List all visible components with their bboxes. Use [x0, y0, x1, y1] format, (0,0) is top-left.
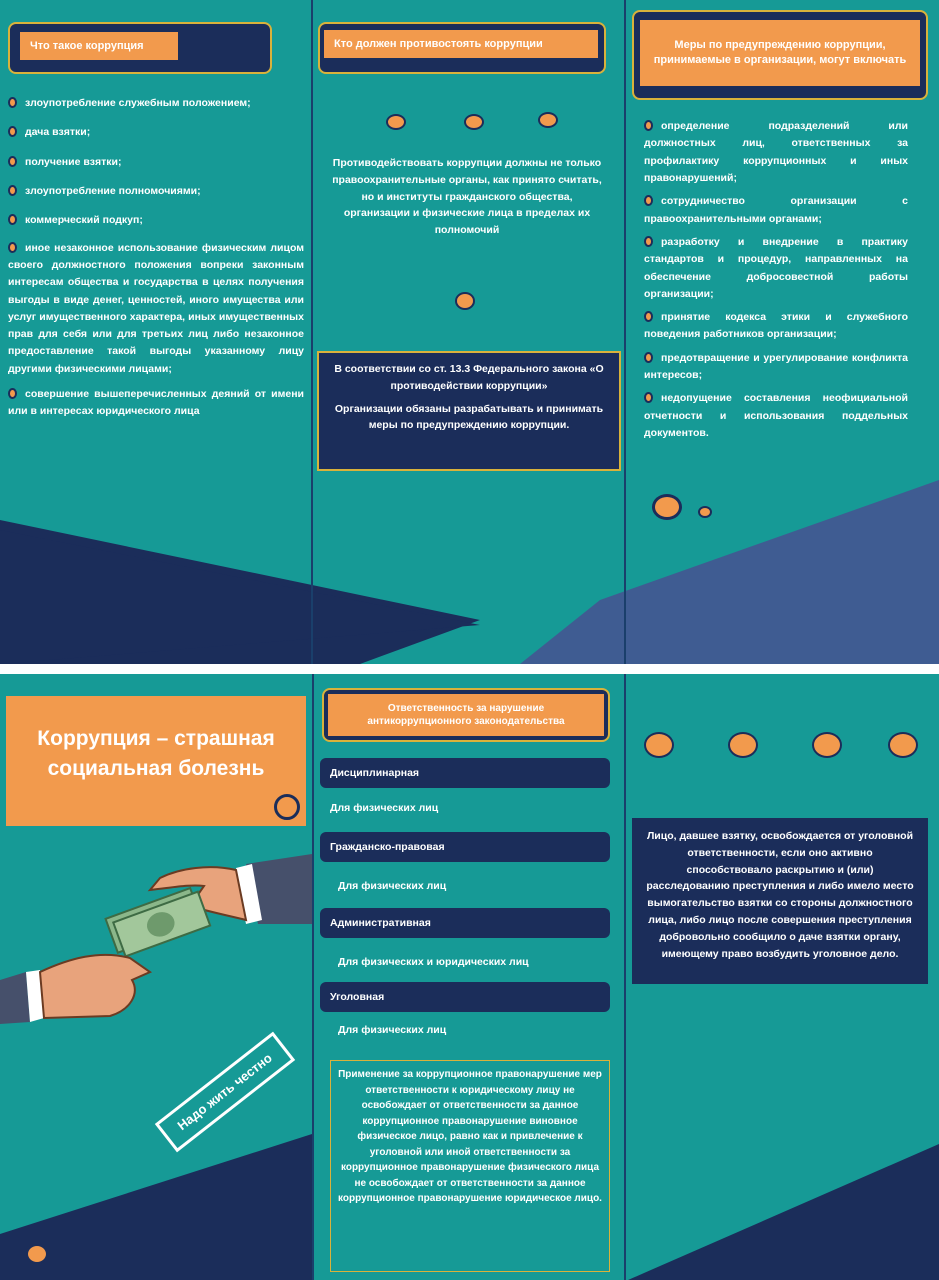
- header-label: Что такое коррупция: [20, 32, 178, 60]
- law-article-box: [317, 351, 621, 471]
- list-item: предотвращение и урегулирование конфликта интересов;: [644, 351, 908, 382]
- law-article-text: В соответствии со ст. 13.3 Федерального закона «О противодействии коррупции»: [334, 363, 604, 392]
- bullet-icon: [644, 120, 653, 131]
- liability-type-bar: Уголовная: [320, 982, 610, 1012]
- decor-dot: [728, 732, 758, 758]
- liability-scope: Для физических лиц: [338, 1024, 447, 1036]
- decor-dot: [464, 114, 484, 130]
- fold-line: [312, 674, 314, 1280]
- list-item: принятие кодекса этики и служебного поведения работников организации;: [644, 311, 908, 341]
- header-label: Ответственность за нарушение антикоррупционного законодательства: [328, 694, 604, 736]
- list-item: получение взятки;: [8, 154, 304, 171]
- liability-header: [322, 688, 610, 742]
- decor-dot: [455, 292, 475, 310]
- bullet-icon: [8, 388, 17, 399]
- list-item: определение подразделений или должностных лиц, ответственных за профилактику коррупционных и иных правонарушений;: [644, 120, 908, 184]
- fold-line: [311, 0, 313, 664]
- decor-dot: [812, 732, 842, 758]
- what-is-corruption-header: [8, 22, 272, 74]
- bullet-icon: [8, 126, 17, 137]
- brochure-inner-side: [0, 674, 939, 1280]
- list-item: злоупотребление служебным положением;: [8, 95, 304, 112]
- decor-dot: [652, 494, 682, 520]
- list-item: совершение вышеперечисленных деяний от имени или в интересах юридического лица: [8, 388, 304, 418]
- list-item: сотрудничество организации с правоохранительными органами;: [644, 195, 908, 225]
- bullet-icon: [644, 195, 653, 206]
- liability-type-bar: Дисциплинарная: [320, 758, 610, 788]
- bribe-giver-exemption-box: Лицо, давшее взятку, освобождается от уголовной ответственности, если оно активно способствовало раскрытию и (или) расследованию преступления и либо имело место вымогательство взятки со стороны должностного лица, либо лицо после совершения преступления добровольно сообщило о даче взятки органу, имеющему право возбудить уголовное дело.: [632, 818, 928, 984]
- decor-dot: [698, 506, 712, 518]
- decor-dot: [538, 112, 558, 128]
- decor-dot: [888, 732, 918, 758]
- header-label: Кто должен противостоять коррупции: [324, 30, 598, 58]
- decor-dot: [644, 732, 674, 758]
- obligation-text: Организации обязаны разрабатывать и принимать меры по предупреждению коррупции.: [334, 402, 604, 432]
- header-label: Меры по предупреждению коррупции, принимаемые в организации, могут включать: [640, 20, 920, 86]
- corruption-definition-list: [8, 95, 304, 421]
- bullet-icon: [8, 242, 17, 253]
- fold-line: [624, 674, 626, 1280]
- liability-type-bar: Административная: [320, 908, 610, 938]
- list-item: злоупотребление полномочиями;: [8, 183, 304, 200]
- fold-line: [624, 0, 626, 664]
- bullet-icon: [8, 156, 17, 167]
- bullet-icon: [644, 352, 653, 363]
- bullet-icon: [8, 185, 17, 196]
- resist-body-text: Противодействовать коррупции должны не только правоохранительные органы, как принято считать, но и институты гражданского общества, организации и физические лица в пределах их полномочий: [332, 157, 602, 237]
- bullet-icon: [644, 311, 653, 322]
- list-item: дача взятки;: [8, 124, 304, 141]
- liability-type-bar: Гражданско-правовая: [320, 832, 610, 862]
- title-block: [6, 696, 306, 826]
- decor-dot: [26, 1244, 48, 1264]
- prevention-measures-header: [632, 10, 928, 100]
- list-item: недопущение составления неофициальной отчетности и использования поддельных документов.: [644, 392, 908, 439]
- bribe-hands-illustration: [0, 854, 312, 1054]
- prevention-measures-list: [644, 118, 908, 442]
- list-item: коммерческий подкуп;: [8, 212, 304, 229]
- liability-scope: Для физических лиц: [330, 802, 439, 814]
- bullet-icon: [644, 392, 653, 403]
- liability-scope: Для физических и юридических лиц: [338, 956, 529, 968]
- bullet-icon: [8, 97, 17, 108]
- bullet-icon: [8, 214, 17, 225]
- decor-dot: [386, 114, 406, 130]
- decor-ring: [274, 794, 300, 820]
- who-should-resist-header: [318, 22, 606, 74]
- bullet-icon: [644, 236, 653, 247]
- legal-entity-note: Применение за коррупционное правонарушение мер ответственности к юридическому лицу не освобождает от ответственности за данное коррупционное правонарушение виновное физическое лицо, равно как и привлечение к уголовной или иной ответственности за коррупционное правонарушение физического лица не освобождает от ответственности за данное коррупционное правонарушение юридическое лицо.: [330, 1060, 610, 1272]
- list-item: иное незаконное использование физическим лицом своего должностного положения вопреки законным интересам общества и государства в целях получения выгоды в виде денег, ценностей, иного имущества или услуг имущественного характера, иных имущественных прав для себя или для третьих лиц либо незаконное предоставление такой выгоды указанному лицу другими физическими лицами;: [8, 241, 304, 375]
- liability-scope: Для физических лиц: [338, 880, 447, 892]
- honesty-sign-text: Надо жить честно: [174, 1050, 275, 1134]
- list-item: разработку и внедрение в практику стандартов и процедур, направленных на обеспечение добросовестной работы организации;: [644, 235, 908, 300]
- brochure-title: Коррупция – страшная социальная болезнь: [37, 727, 275, 781]
